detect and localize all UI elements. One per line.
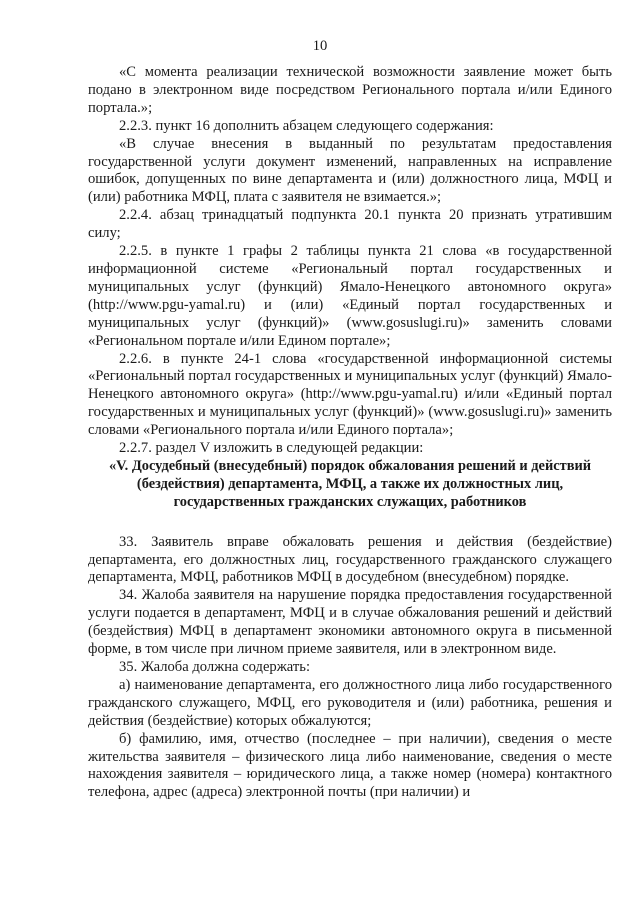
- paragraph: «В случае внесения в выданный по результатам предоставления государственной услуги документ изменений, направленных на исправление ошибок, допущенных по вине департамента и (или) должностного лица, МФЦ и (или) работника МФЦ, плата с заявителя не взимается.»;: [88, 135, 612, 206]
- paragraph: 2.2.4. абзац тринадцатый подпункта 20.1 пункта 20 признать утратившим силу;: [88, 207, 612, 242]
- paragraph: 2.2.7. раздел V изложить в следующей редакции:: [119, 440, 424, 457]
- paragraph: 33. Заявитель вправе обжаловать решения и действия (бездействие) департамента, его должностных лиц, государственного гражданского служащего департамента, МФЦ, работников МФЦ в досудебном (внесудебном) порядке.: [88, 533, 612, 586]
- paragraph: 2.2.3. пункт 16 дополнить абзацем следующего содержания:: [119, 117, 494, 134]
- paragraph: «С момента реализации технической возможности заявление может быть подано в электронном виде посредством Регионального портала и/или Единого портала.»;: [88, 64, 612, 116]
- paragraph: 35. Жалоба должна содержать:: [119, 659, 310, 675]
- paragraph: б) фамилию, имя, отчество (последнее – при наличии), сведения о месте жительства заявителя – физического лица либо наименование, сведения о месте нахождения заявителя – юридического лица, а также номер (номера) контактного телефона, адрес (адреса) электронной почты (при наличии) и: [88, 730, 612, 801]
- paragraph: 2.2.5. в пункте 1 графы 2 таблицы пункта 21 слова «в государственной информационной системе «Региональный портал государственных и муниципальных услуг (функций) Ямало-Ненецкого автономного округа» (http://www.pgu-yamal.ru) и (или) «Единый портал государственных и муниципальных услуг (функций)» (www.gosuslugi.ru)» заменить словами «Региональном портале и/или Едином портале»;: [88, 243, 612, 349]
- page-number: 10: [312, 38, 328, 54]
- paragraph: 34. Жалоба заявителя на нарушение порядка предоставления государственной услуги подается в департамент, МФЦ и в случае обжалования решений и действий (бездействия) МФЦ в департамент экономики автономного округа в письменной форме, в том числе при личном приеме заявителя, или в электронном виде.: [88, 587, 612, 658]
- spacer: [88, 512, 612, 534]
- paragraph: а) наименование департамента, его должностного лица либо государственного гражданского служащего, МФЦ, его руководителя и (или) работника, решения и действия (бездействие) которых обжалуются;: [88, 676, 612, 729]
- section-heading: «V. Досудебный (внесудебный) порядок обжалования решений и действий (бездействия) департамента, МФЦ, а также их должностных лиц, государственных гражданских служащих, работников: [108, 457, 592, 510]
- document-body: [88, 64, 612, 802]
- paragraph: 2.2.6. в пункте 24-1 слова «государственной информационной системы «Региональный портал государственных и муниципальных услуг (функций) Ямало-Ненецкого автономного округа» (http://www.pgu-yamal.ru) и/или «Единый портал государственных и муниципальных услуг (функций)» (www.gosuslugi.ru)» заменить словами «Регионального портала и/или Единого портала»;: [88, 350, 612, 439]
